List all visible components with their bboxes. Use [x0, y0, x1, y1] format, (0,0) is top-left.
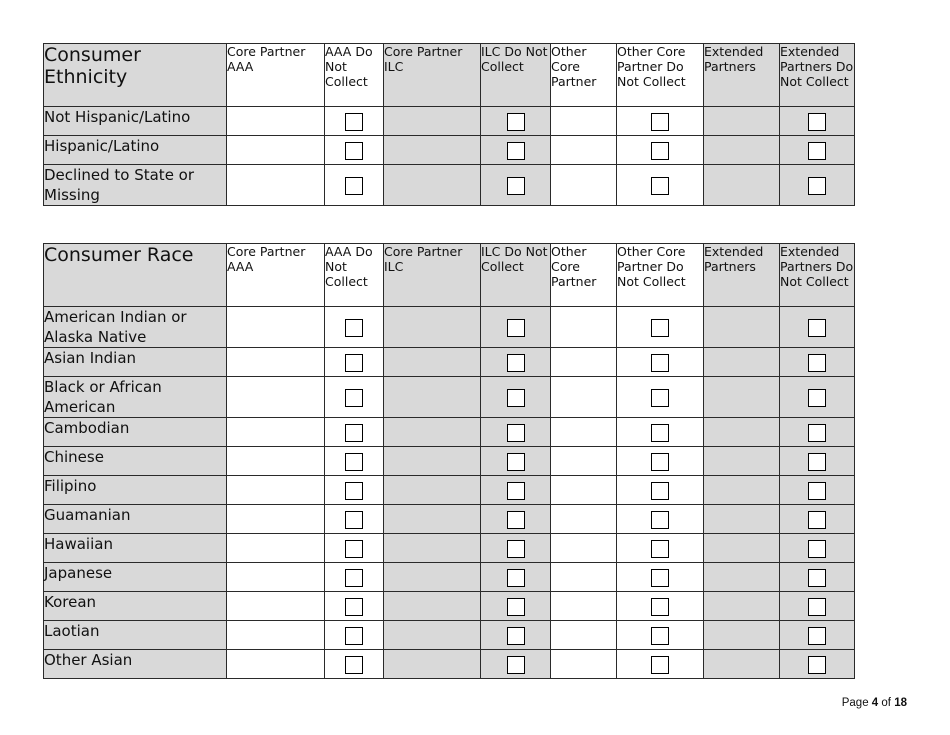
checkbox-extended-partners-do-not-collect[interactable] [808, 389, 826, 407]
page-number [842, 697, 907, 709]
cell-core-partner-ilc[interactable] [384, 307, 481, 348]
row-label: Laotian [44, 621, 227, 650]
row-label: Hawaiian [44, 534, 227, 563]
checkbox-aaa-do-not-collect[interactable] [345, 540, 363, 558]
cell-other-core-partner-do-not-collect [617, 447, 704, 476]
checkbox-extended-partners-do-not-collect[interactable] [808, 354, 826, 372]
cell-core-partner-ilc[interactable] [384, 377, 481, 418]
table-row [44, 534, 855, 563]
col-core-partner-aaa: Core Partner AAA [227, 44, 325, 107]
checkbox-other-core-partner-do-not-collect[interactable] [651, 540, 669, 558]
table-row [44, 563, 855, 592]
ethnicity-header-row [44, 44, 855, 107]
checkbox-aaa-do-not-collect[interactable] [345, 113, 363, 131]
cell-ilc-do-not-collect [481, 621, 551, 650]
cell-other-core-partner-do-not-collect [617, 348, 704, 377]
cell-other-core-partner-do-not-collect [617, 136, 704, 165]
cell-core-partner-aaa[interactable] [227, 563, 325, 592]
col-other-core-partner: Other Core Partner [551, 244, 617, 307]
cell-extended-partners[interactable] [704, 447, 780, 476]
cell-extended-partners[interactable] [704, 307, 780, 348]
col-ilc-do-not-collect: ILC Do Not Collect [481, 44, 551, 107]
checkbox-ilc-do-not-collect[interactable] [507, 511, 525, 529]
checkbox-aaa-do-not-collect[interactable] [345, 354, 363, 372]
cell-core-partner-aaa[interactable] [227, 447, 325, 476]
table-row [44, 377, 855, 418]
row-label: Other Asian [44, 650, 227, 679]
cell-other-core-partner[interactable] [551, 592, 617, 621]
checkbox-ilc-do-not-collect[interactable] [507, 569, 525, 587]
checkbox-aaa-do-not-collect[interactable] [345, 319, 363, 337]
row-label: Black or African American [44, 377, 227, 418]
cell-extended-partners[interactable] [704, 563, 780, 592]
cell-core-partner-aaa[interactable] [227, 650, 325, 679]
cell-aaa-do-not-collect [325, 165, 384, 206]
cell-aaa-do-not-collect [325, 505, 384, 534]
cell-ilc-do-not-collect [481, 107, 551, 136]
col-aaa-do-not-collect: AAA Do Not Collect [325, 244, 384, 307]
cell-aaa-do-not-collect [325, 307, 384, 348]
ethnicity-table [43, 43, 855, 206]
cell-aaa-do-not-collect [325, 348, 384, 377]
checkbox-aaa-do-not-collect[interactable] [345, 177, 363, 195]
checkbox-extended-partners-do-not-collect[interactable] [808, 656, 826, 674]
cell-ilc-do-not-collect [481, 447, 551, 476]
row-label: Not Hispanic/Latino [44, 107, 227, 136]
cell-extended-partners-do-not-collect [780, 447, 855, 476]
cell-core-partner-aaa[interactable] [227, 377, 325, 418]
checkbox-extended-partners-do-not-collect[interactable] [808, 482, 826, 500]
cell-other-core-partner-do-not-collect [617, 621, 704, 650]
checkbox-extended-partners-do-not-collect[interactable] [808, 142, 826, 160]
checkbox-other-core-partner-do-not-collect[interactable] [651, 142, 669, 160]
cell-extended-partners-do-not-collect [780, 377, 855, 418]
row-label: American Indian or Alaska Native [44, 307, 227, 348]
cell-other-core-partner-do-not-collect [617, 476, 704, 505]
cell-aaa-do-not-collect [325, 418, 384, 447]
cell-aaa-do-not-collect [325, 563, 384, 592]
cell-other-core-partner[interactable] [551, 348, 617, 377]
checkbox-other-core-partner-do-not-collect[interactable] [651, 177, 669, 195]
checkbox-other-core-partner-do-not-collect[interactable] [651, 656, 669, 674]
cell-aaa-do-not-collect [325, 534, 384, 563]
checkbox-ilc-do-not-collect[interactable] [507, 319, 525, 337]
checkbox-other-core-partner-do-not-collect[interactable] [651, 453, 669, 471]
cell-core-partner-ilc[interactable] [384, 348, 481, 377]
table-row [44, 447, 855, 476]
cell-ilc-do-not-collect [481, 348, 551, 377]
cell-other-core-partner[interactable] [551, 650, 617, 679]
col-core-partner-ilc: Core Partner ILC [384, 244, 481, 307]
checkbox-other-core-partner-do-not-collect[interactable] [651, 389, 669, 407]
cell-extended-partners-do-not-collect [780, 165, 855, 206]
col-other-core-partner-do-not-collect: Other Core Partner Do Not Collect [617, 244, 704, 307]
cell-other-core-partner[interactable] [551, 563, 617, 592]
col-ilc-do-not-collect: ILC Do Not Collect [481, 244, 551, 307]
checkbox-aaa-do-not-collect[interactable] [345, 142, 363, 160]
checkbox-extended-partners-do-not-collect[interactable] [808, 511, 826, 529]
cell-ilc-do-not-collect [481, 476, 551, 505]
row-label: Hispanic/Latino [44, 136, 227, 165]
col-other-core-partner: Other Core Partner [551, 44, 617, 107]
checkbox-other-core-partner-do-not-collect[interactable] [651, 354, 669, 372]
race-title: Consumer Race [44, 244, 227, 307]
checkbox-other-core-partner-do-not-collect[interactable] [651, 569, 669, 587]
cell-core-partner-aaa[interactable] [227, 505, 325, 534]
checkbox-aaa-do-not-collect[interactable] [345, 656, 363, 674]
checkbox-extended-partners-do-not-collect[interactable] [808, 319, 826, 337]
checkbox-other-core-partner-do-not-collect[interactable] [651, 598, 669, 616]
checkbox-ilc-do-not-collect[interactable] [507, 598, 525, 616]
cell-extended-partners[interactable] [704, 107, 780, 136]
cell-extended-partners[interactable] [704, 165, 780, 206]
cell-extended-partners-do-not-collect [780, 621, 855, 650]
cell-core-partner-aaa[interactable] [227, 418, 325, 447]
checkbox-ilc-do-not-collect[interactable] [507, 453, 525, 471]
cell-core-partner-aaa[interactable] [227, 307, 325, 348]
cell-other-core-partner[interactable] [551, 447, 617, 476]
cell-extended-partners[interactable] [704, 505, 780, 534]
cell-other-core-partner-do-not-collect [617, 165, 704, 206]
cell-core-partner-ilc[interactable] [384, 447, 481, 476]
row-label: Declined to State or Missing [44, 165, 227, 206]
cell-ilc-do-not-collect [481, 534, 551, 563]
cell-core-partner-ilc[interactable] [384, 476, 481, 505]
cell-extended-partners[interactable] [704, 650, 780, 679]
cell-other-core-partner-do-not-collect [617, 107, 704, 136]
checkbox-extended-partners-do-not-collect[interactable] [808, 177, 826, 195]
table-row [44, 650, 855, 679]
checkbox-ilc-do-not-collect[interactable] [507, 177, 525, 195]
checkbox-aaa-do-not-collect[interactable] [345, 389, 363, 407]
table-row [44, 165, 855, 206]
cell-core-partner-ilc[interactable] [384, 165, 481, 206]
cell-extended-partners-do-not-collect [780, 505, 855, 534]
checkbox-aaa-do-not-collect[interactable] [345, 424, 363, 442]
cell-extended-partners-do-not-collect [780, 107, 855, 136]
cell-extended-partners-do-not-collect [780, 650, 855, 679]
table-row [44, 476, 855, 505]
cell-extended-partners[interactable] [704, 534, 780, 563]
cell-aaa-do-not-collect [325, 107, 384, 136]
cell-other-core-partner-do-not-collect [617, 307, 704, 348]
table-row [44, 107, 855, 136]
cell-other-core-partner-do-not-collect [617, 505, 704, 534]
row-label: Chinese [44, 447, 227, 476]
checkbox-ilc-do-not-collect[interactable] [507, 482, 525, 500]
table-row [44, 621, 855, 650]
col-other-core-partner-do-not-collect: Other Core Partner Do Not Collect [617, 44, 704, 107]
table-row [44, 307, 855, 348]
checkbox-aaa-do-not-collect[interactable] [345, 511, 363, 529]
col-extended-partners: Extended Partners [704, 44, 780, 107]
cell-ilc-do-not-collect [481, 592, 551, 621]
checkbox-extended-partners-do-not-collect[interactable] [808, 598, 826, 616]
page-prefix: Page [841, 697, 869, 709]
cell-core-partner-ilc[interactable] [384, 592, 481, 621]
checkbox-extended-partners-do-not-collect[interactable] [808, 424, 826, 442]
cell-core-partner-aaa[interactable] [227, 165, 325, 206]
cell-core-partner-aaa[interactable] [227, 534, 325, 563]
checkbox-ilc-do-not-collect[interactable] [507, 424, 525, 442]
table-row [44, 505, 855, 534]
cell-extended-partners[interactable] [704, 377, 780, 418]
col-core-partner-ilc: Core Partner ILC [384, 44, 481, 107]
cell-other-core-partner[interactable] [551, 418, 617, 447]
col-extended-partners-do-not-collect: Extended Partners Do Not Collect [780, 44, 855, 107]
checkbox-aaa-do-not-collect[interactable] [345, 482, 363, 500]
col-aaa-do-not-collect: AAA Do Not Collect [325, 44, 384, 107]
cell-other-core-partner-do-not-collect [617, 650, 704, 679]
cell-other-core-partner[interactable] [551, 377, 617, 418]
checkbox-other-core-partner-do-not-collect[interactable] [651, 627, 669, 645]
checkbox-ilc-do-not-collect[interactable] [507, 540, 525, 558]
cell-other-core-partner[interactable] [551, 136, 617, 165]
cell-extended-partners[interactable] [704, 348, 780, 377]
page-total: 18 [894, 697, 907, 709]
cell-ilc-do-not-collect [481, 136, 551, 165]
cell-aaa-do-not-collect [325, 650, 384, 679]
checkbox-ilc-do-not-collect[interactable] [507, 142, 525, 160]
checkbox-aaa-do-not-collect[interactable] [345, 598, 363, 616]
checkbox-ilc-do-not-collect[interactable] [507, 389, 525, 407]
cell-core-partner-aaa[interactable] [227, 592, 325, 621]
cell-extended-partners-do-not-collect [780, 418, 855, 447]
cell-extended-partners-do-not-collect [780, 136, 855, 165]
row-label: Cambodian [44, 418, 227, 447]
row-label: Asian Indian [44, 348, 227, 377]
checkbox-ilc-do-not-collect[interactable] [507, 627, 525, 645]
table-row [44, 348, 855, 377]
cell-extended-partners-do-not-collect [780, 307, 855, 348]
cell-core-partner-aaa[interactable] [227, 107, 325, 136]
checkbox-extended-partners-do-not-collect[interactable] [808, 627, 826, 645]
row-label: Korean [44, 592, 227, 621]
checkbox-other-core-partner-do-not-collect[interactable] [651, 319, 669, 337]
cell-other-core-partner[interactable] [551, 621, 617, 650]
cell-other-core-partner[interactable] [551, 107, 617, 136]
cell-extended-partners[interactable] [704, 621, 780, 650]
cell-ilc-do-not-collect [481, 418, 551, 447]
checkbox-aaa-do-not-collect[interactable] [345, 627, 363, 645]
cell-other-core-partner[interactable] [551, 505, 617, 534]
cell-extended-partners[interactable] [704, 136, 780, 165]
cell-other-core-partner[interactable] [551, 165, 617, 206]
cell-other-core-partner-do-not-collect [617, 534, 704, 563]
cell-aaa-do-not-collect [325, 476, 384, 505]
cell-core-partner-ilc[interactable] [384, 650, 481, 679]
col-extended-partners-do-not-collect: Extended Partners Do Not Collect [780, 244, 855, 307]
checkbox-ilc-do-not-collect[interactable] [507, 656, 525, 674]
cell-other-core-partner-do-not-collect [617, 563, 704, 592]
cell-aaa-do-not-collect [325, 136, 384, 165]
checkbox-other-core-partner-do-not-collect[interactable] [651, 511, 669, 529]
page-of: of [881, 697, 891, 709]
cell-ilc-do-not-collect [481, 650, 551, 679]
cell-extended-partners-do-not-collect [780, 476, 855, 505]
cell-ilc-do-not-collect [481, 505, 551, 534]
checkbox-other-core-partner-do-not-collect[interactable] [651, 482, 669, 500]
race-table [43, 243, 855, 679]
table-row [44, 592, 855, 621]
cell-ilc-do-not-collect [481, 307, 551, 348]
table-row [44, 136, 855, 165]
checkbox-extended-partners-do-not-collect[interactable] [808, 453, 826, 471]
checkbox-extended-partners-do-not-collect[interactable] [808, 540, 826, 558]
cell-extended-partners[interactable] [704, 476, 780, 505]
ethnicity-title: Consumer Ethnicity [44, 44, 227, 107]
cell-core-partner-aaa[interactable] [227, 136, 325, 165]
col-extended-partners: Extended Partners [704, 244, 780, 307]
row-label: Guamanian [44, 505, 227, 534]
cell-core-partner-ilc[interactable] [384, 136, 481, 165]
cell-ilc-do-not-collect [481, 563, 551, 592]
cell-core-partner-ilc[interactable] [384, 621, 481, 650]
cell-aaa-do-not-collect [325, 621, 384, 650]
cell-aaa-do-not-collect [325, 447, 384, 476]
cell-other-core-partner-do-not-collect [617, 418, 704, 447]
cell-core-partner-ilc[interactable] [384, 534, 481, 563]
checkbox-ilc-do-not-collect[interactable] [507, 113, 525, 131]
cell-aaa-do-not-collect [325, 377, 384, 418]
cell-core-partner-aaa[interactable] [227, 621, 325, 650]
row-label: Filipino [44, 476, 227, 505]
checkbox-ilc-do-not-collect[interactable] [507, 354, 525, 372]
cell-extended-partners-do-not-collect [780, 563, 855, 592]
cell-other-core-partner-do-not-collect [617, 592, 704, 621]
cell-ilc-do-not-collect [481, 377, 551, 418]
cell-other-core-partner-do-not-collect [617, 377, 704, 418]
row-label: Japanese [44, 563, 227, 592]
checkbox-extended-partners-do-not-collect[interactable] [808, 569, 826, 587]
checkbox-other-core-partner-do-not-collect[interactable] [651, 113, 669, 131]
cell-other-core-partner[interactable] [551, 476, 617, 505]
cell-core-partner-ilc[interactable] [384, 418, 481, 447]
checkbox-other-core-partner-do-not-collect[interactable] [651, 424, 669, 442]
checkbox-extended-partners-do-not-collect[interactable] [808, 113, 826, 131]
cell-extended-partners-do-not-collect [780, 592, 855, 621]
cell-extended-partners-do-not-collect [780, 534, 855, 563]
cell-core-partner-aaa[interactable] [227, 348, 325, 377]
checkbox-aaa-do-not-collect[interactable] [345, 569, 363, 587]
cell-core-partner-ilc[interactable] [384, 563, 481, 592]
cell-core-partner-ilc[interactable] [384, 505, 481, 534]
cell-ilc-do-not-collect [481, 165, 551, 206]
table-row [44, 418, 855, 447]
cell-core-partner-ilc[interactable] [384, 107, 481, 136]
cell-other-core-partner[interactable] [551, 534, 617, 563]
cell-other-core-partner[interactable] [551, 307, 617, 348]
checkbox-aaa-do-not-collect[interactable] [345, 453, 363, 471]
cell-core-partner-aaa[interactable] [227, 476, 325, 505]
page-current: 4 [871, 697, 879, 709]
cell-extended-partners[interactable] [704, 418, 780, 447]
cell-extended-partners[interactable] [704, 592, 780, 621]
race-header-row [44, 244, 855, 307]
cell-extended-partners-do-not-collect [780, 348, 855, 377]
cell-aaa-do-not-collect [325, 592, 384, 621]
col-core-partner-aaa: Core Partner AAA [227, 244, 325, 307]
